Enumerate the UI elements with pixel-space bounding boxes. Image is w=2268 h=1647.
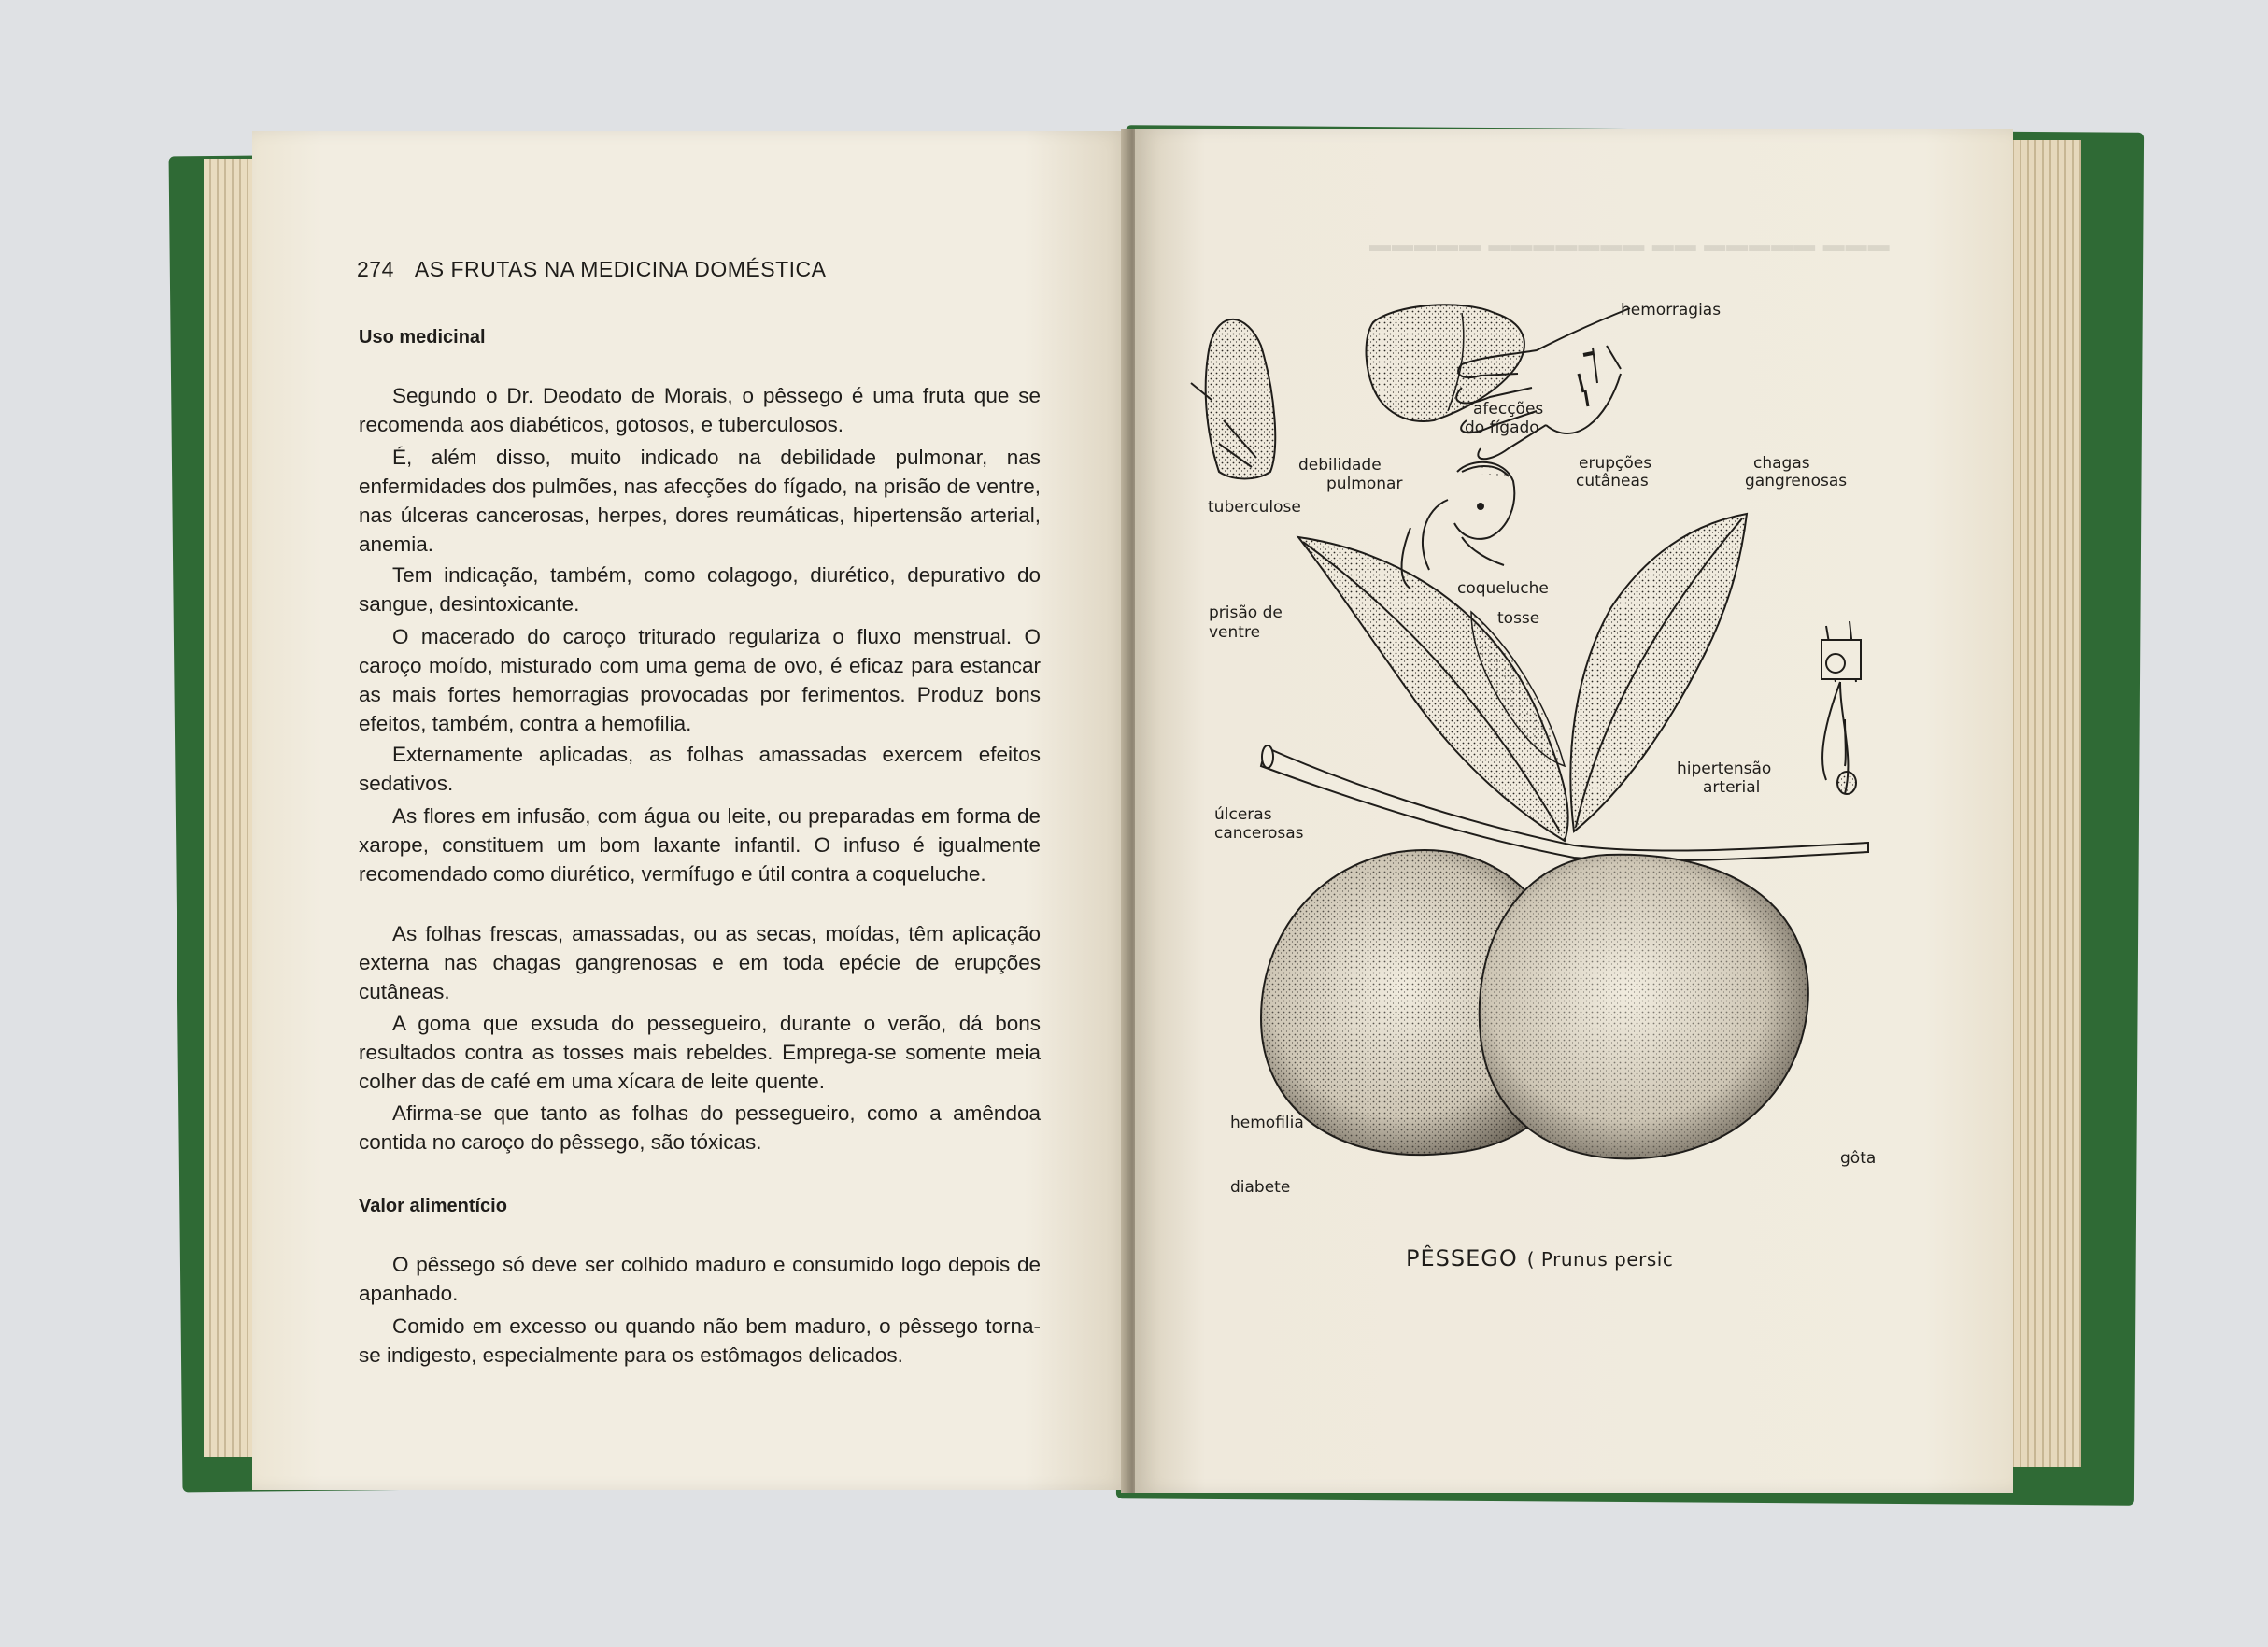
paragraph: O pêssego só deve ser colhido maduro e consumido logo depois de apanhado. xyxy=(359,1253,1041,1305)
section-title-uso-medicinal: Uso medicinal xyxy=(359,327,486,348)
label-gota: gôta xyxy=(1840,1149,1877,1168)
page-number: 274 xyxy=(357,257,394,281)
blood-pressure-cuff-drawing xyxy=(1821,621,1861,794)
label-afeccoes-2: do fígado xyxy=(1465,419,1539,437)
label-chagas-2: gangrenosas xyxy=(1745,472,1848,490)
label-hemorragias: hemorragias xyxy=(1621,301,1722,319)
label-hemofilia: hemofilia xyxy=(1230,1114,1304,1132)
label-coqueluche: coqueluche xyxy=(1457,579,1549,598)
page-edges-left xyxy=(204,159,260,1457)
paragraph: Afirma-se que tanto as folhas do pessegueiro, como a amêndoa contida no caroço do pêssego, são tóxicas. xyxy=(359,1101,1041,1154)
paragraph: As folhas frescas, amassadas, ou as secas, moídas, têm aplicação externa nas chagas gangrenosas e em toda epécie de erupções cutâneas. xyxy=(359,922,1041,1003)
paragraph: O macerado do caroço triturado regulariza o fluxo menstrual. O caroço moído, misturado com uma gema de ovo, é eficaz para estancar as mais fortes hemorragias provocadas por ferimentos. Produz bons efeitos, também, contra a hemofilia. xyxy=(359,625,1041,735)
paragraph: Comido em excesso ou quando não bem maduro, o pêssego torna-se indigesto, especialmente para os estômagos delicados. xyxy=(359,1314,1041,1367)
caption-common-name: PÊSSEGO xyxy=(1406,1245,1518,1271)
label-chagas-1: chagas xyxy=(1753,454,1810,473)
label-tuberculose: tuberculose xyxy=(1208,498,1301,517)
left-page xyxy=(252,131,1130,1490)
paragraph: Segundo o Dr. Deodato de Morais, o pêssego é uma fruta que se recomenda aos diabéticos, gotosos, e tuberculosos. xyxy=(359,384,1041,436)
paragraph: Tem indicação, também, como colagogo, diurético, depurativo do sangue, desintoxicante. xyxy=(359,563,1041,616)
label-erupcoes-1: erupções xyxy=(1579,454,1652,473)
label-diabete: diabete xyxy=(1230,1178,1291,1197)
label-hipertensao-1: hipertensão xyxy=(1677,760,1772,778)
bleed-through-text: ▬▬▬ ▬▬▬▬▬ ▬▬ ▬▬▬▬▬▬▬ ▬▬▬▬▬ xyxy=(1368,232,1890,256)
paragraph: Externamente aplicadas, as folhas amassadas exercem efeitos sedativos. xyxy=(359,743,1041,795)
section-title-valor-alimenticio: Valor alimentício xyxy=(359,1196,507,1216)
peach-illustration xyxy=(1182,271,1920,1205)
paragraph: A goma que exsuda do pessegueiro, durante o verão, dá bons resultados contra as tosses mais rebeldes. Emprega-se somente meia colher das de café em uma xícara de leite quente. xyxy=(359,1012,1041,1093)
label-afeccoes-1: afecções xyxy=(1473,400,1544,419)
coughing-child-drawing xyxy=(1402,462,1515,589)
label-debilidade-1: debilidade xyxy=(1298,456,1382,475)
label-prisao-1: prisão de xyxy=(1209,603,1283,622)
label-tosse: tosse xyxy=(1497,609,1540,628)
peach-fruits-drawing xyxy=(1261,850,1808,1158)
label-debilidade-2: pulmonar xyxy=(1326,475,1403,493)
label-ulceras-2: cancerosas xyxy=(1214,824,1304,843)
label-erupcoes-2: cutâneas xyxy=(1576,472,1649,490)
label-prisao-2: ventre xyxy=(1209,623,1261,642)
label-hipertensao-2: arterial xyxy=(1703,778,1761,797)
label-ulceras-1: úlceras xyxy=(1214,805,1272,824)
running-head-title: AS FRUTAS NA MEDICINA DOMÉSTICA xyxy=(414,257,827,281)
illustration-caption xyxy=(1406,1245,1673,1271)
paragraph: As flores em infusão, com água ou leite, ou preparadas em forma de xarope, constituem um bom laxante infantil. O infuso é igualmente recomendado como diurético, vermífugo e útil contra a coqueluche. xyxy=(359,804,1041,886)
running-head xyxy=(357,257,827,282)
caption-scientific-name: ( Prunus persic xyxy=(1526,1248,1674,1271)
lung-drawing xyxy=(1191,319,1275,479)
paragraph: É, além disso, muito indicado na debilidade pulmonar, nas enfermidades dos pulmões, nas afecções do fígado, na prisão de ventre, nas úlceras cancerosas, herpes, dores reumáticas, hipertensão arterial, anemia. xyxy=(359,446,1041,556)
